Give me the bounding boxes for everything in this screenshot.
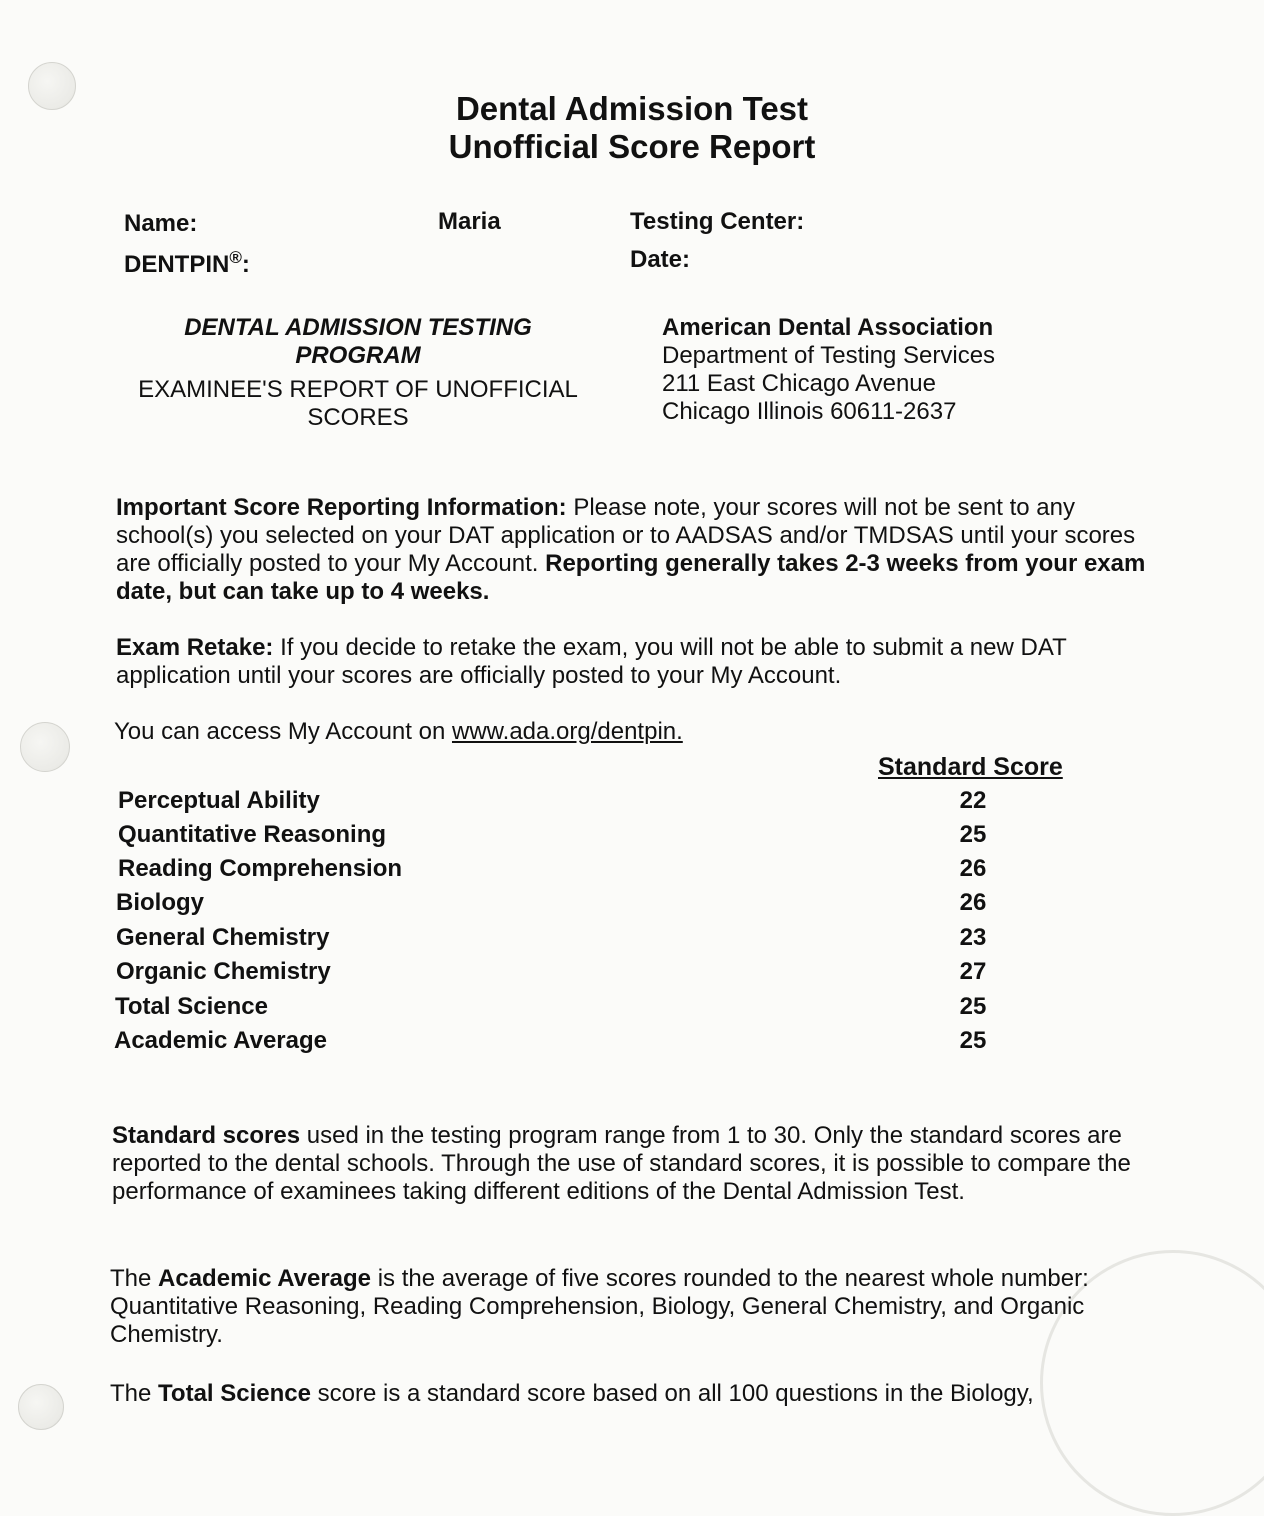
dentpin-label <box>124 248 250 279</box>
score-name: Reading Comprehension <box>118 855 403 882</box>
program-line-3: EXAMINEE'S REPORT OF UNOFFICIAL <box>138 376 578 403</box>
score-value: 22 <box>959 787 987 814</box>
score-name: Quantitative Reasoning <box>118 821 387 848</box>
score-value: 26 <box>959 889 987 916</box>
registered-mark: ® <box>229 248 242 267</box>
name-label: Name: <box>124 210 198 237</box>
address-block <box>662 314 995 426</box>
table-row <box>116 958 331 986</box>
ts-pre: The <box>110 1380 159 1407</box>
address-street: 211 East Chicago Avenue <box>662 370 936 397</box>
total-science-note <box>110 1380 1150 1408</box>
table-row <box>116 889 204 917</box>
retake-label: Exam Retake: <box>116 634 274 661</box>
score-value: 26 <box>959 855 987 882</box>
ts-text: score is a standard score based on all 100 questions in the Biology, <box>310 1380 1034 1407</box>
dentpin-colon: : <box>241 251 250 278</box>
date-label: Date: <box>630 246 691 273</box>
program-line-1: DENTAL ADMISSION TESTING <box>184 314 532 341</box>
table-row <box>115 993 268 1021</box>
program-block <box>120 314 596 432</box>
score-value: 25 <box>959 993 987 1020</box>
academic-average-note <box>110 1265 1120 1349</box>
score-value: 25 <box>959 1027 987 1054</box>
important-text: Please note, your scores will not be sent to any school(s) you selected on your DAT application or to AADSAS and/or TMDSAS until your scores are officially posted to your My Account. <box>116 494 1136 577</box>
table-row <box>118 821 386 849</box>
address-city: Chicago Illinois 60611-2637 <box>662 398 957 425</box>
important-bold-text: Reporting generally takes 2-3 weeks from your exam date, but can take up to 4 weeks. <box>116 550 1146 605</box>
retake-text: If you decide to retake the exam, you will not be able to submit a new DAT application until your scores are officially posted to your My Account. <box>116 634 1067 689</box>
score-value: 23 <box>959 924 987 951</box>
aa-label: Academic Average <box>158 1265 372 1292</box>
important-label: Important Score Reporting Information: <box>116 494 567 521</box>
title-line-2: Unofficial Score Report <box>448 128 816 165</box>
score-name: Academic Average <box>114 1027 327 1054</box>
important-notice <box>116 494 1156 606</box>
table-row <box>116 924 329 952</box>
ts-label: Total Science <box>158 1380 311 1407</box>
score-name: General Chemistry <box>116 924 330 951</box>
score-name: Organic Chemistry <box>116 958 331 985</box>
access-text: You can access My Account on <box>114 718 452 745</box>
standard-scores-note <box>112 1122 1152 1206</box>
table-row <box>118 787 320 815</box>
punch-hole-bottom <box>18 1384 64 1430</box>
score-value: 25 <box>959 821 987 848</box>
dentpin-link[interactable]: www.ada.org/dentpin. <box>451 718 683 745</box>
address-dept: Department of Testing Services <box>662 342 996 369</box>
title-line-1: Dental Admission Test <box>455 90 809 127</box>
retake-notice <box>116 634 1156 690</box>
table-row <box>118 855 402 883</box>
score-name: Perceptual Ability <box>118 787 320 814</box>
std-label: Standard scores <box>112 1122 301 1149</box>
name-value: Maria <box>438 208 501 235</box>
access-line <box>114 718 1154 746</box>
standard-score-header: Standard Score <box>878 753 1063 781</box>
program-line-4: SCORES <box>307 404 409 431</box>
std-text: used in the testing program range from 1 to 30. Only the standard scores are reported to the dental schools. Through the use of standard scores, it is possible to compare the performance of examinees taking different editions of the Dental Admission Test. <box>112 1122 1131 1205</box>
aa-text: is the average of five scores rounded to the nearest whole number: Quantitative Reasoning, Reading Comprehension, Biology, General Chemistry, and Organic Chemistry. <box>110 1265 1089 1348</box>
punch-hole-middle <box>20 722 70 772</box>
aa-pre: The <box>110 1265 159 1292</box>
score-name: Biology <box>116 889 204 916</box>
table-row <box>114 1027 327 1055</box>
page-title <box>0 90 1264 166</box>
score-name: Total Science <box>115 993 268 1020</box>
testing-center-label: Testing Center: <box>630 208 805 235</box>
address-org: American Dental Association <box>662 314 994 341</box>
score-value: 27 <box>959 958 987 985</box>
program-line-2: PROGRAM <box>295 342 421 369</box>
dentpin-text: DENTPIN <box>124 251 230 278</box>
